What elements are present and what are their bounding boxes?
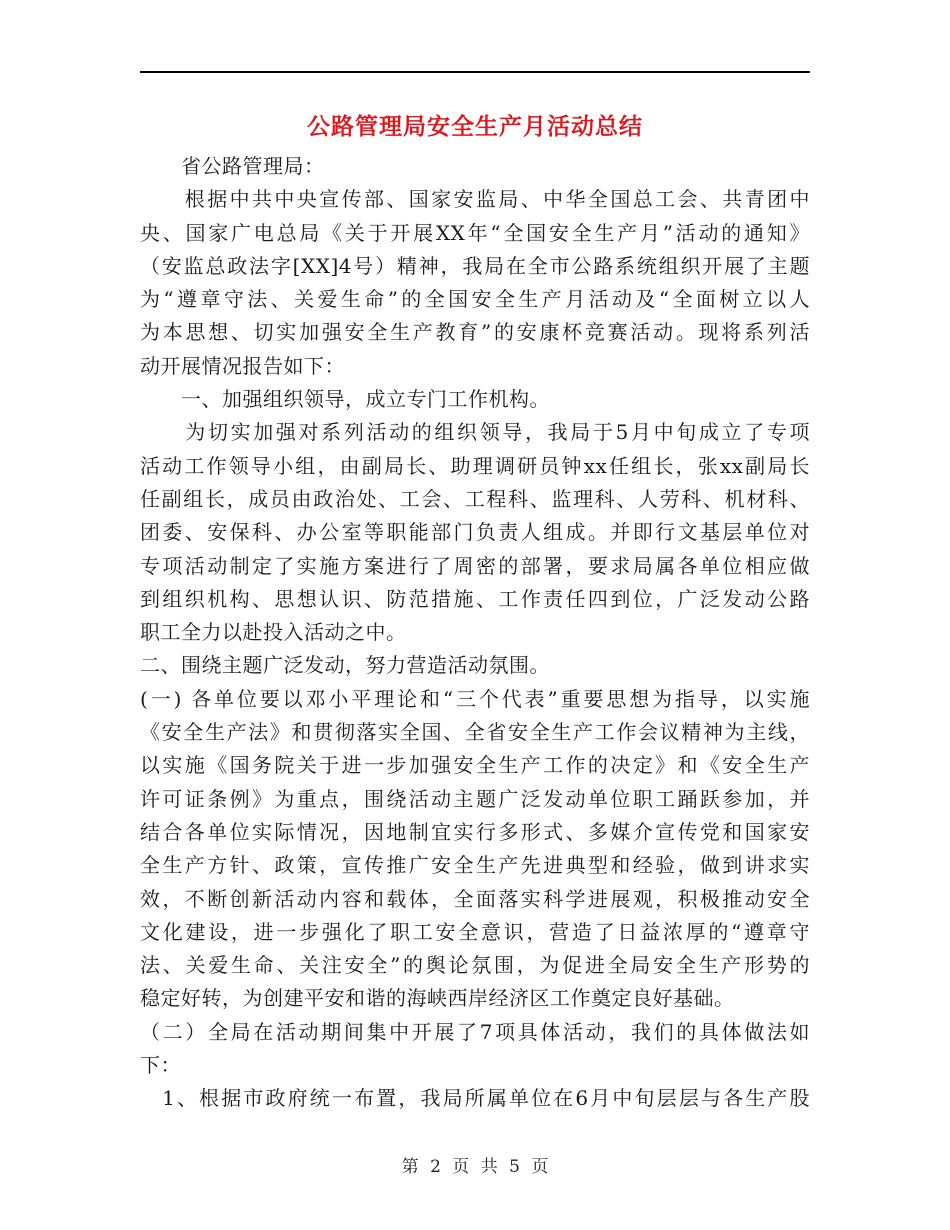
text-line: 稳定好转，为创建平安和谐的海峡西岸经济区工作奠定良好基础。 [140, 986, 735, 1011]
text-line: 许可证条例》为重点，围绕活动主题广泛发动单位职工踊跃参加，并 [140, 786, 810, 811]
text-line: 省公路管理局： [140, 154, 325, 178]
section-heading: 二、围绕主题广泛发动，努力营造活动氛围。 [140, 653, 550, 678]
text-line: 专项活动制定了实施方案进行了周密的部署，要求局属各单位相应做 [140, 553, 810, 578]
text-line: 效，不断创新活动内容和载体，全面落实科学进展观，积极推动安全 [140, 886, 810, 911]
text-line: 为本思想、切实加强安全生产教育”的安康杯竞赛活动。现将系列活 [140, 320, 810, 345]
header-rule [140, 71, 810, 73]
text-line: 下： [140, 1053, 181, 1078]
text-line: （二）全局在活动期间集中开展了7项具体活动，我们的具体做法如 [140, 1019, 810, 1044]
text-line: 以实施《国务院关于进一步加强安全生产工作的决定》和《安全生产 [140, 753, 810, 778]
text-line: 为“遵章守法、关爱生命”的全国安全生产月活动及“全面树立以人 [140, 287, 810, 312]
text-line: 全生产方针、政策，宣传推广安全生产先进典型和经验，做到讲求实 [140, 853, 810, 878]
text-line: （安监总政法字[XX]4号）精神，我局在全市公路系统组织开展了主题 [140, 253, 810, 278]
text-line: 到组织机构、思想认识、防范措施、工作责任四到位，广泛发动公路 [140, 586, 810, 611]
text-line: 法、关爱生命、关注安全”的舆论氛围，为促进全局安全生产形势的 [140, 953, 810, 978]
document-title: 公路管理局安全生产月活动总结 [307, 114, 643, 140]
text-line: 活动工作领导小组，由副局长、助理调研员钟xx任组长，张xx副局长 [140, 453, 810, 478]
text-line: 根据中共中央宣传部、国家安监局、中华全国总工会、共青团中 [140, 187, 810, 212]
page-number: 第 2 页 共 5 页 [401, 1157, 549, 1177]
text-line: 动开展情况报告如下： [140, 353, 345, 378]
document-body [140, 150, 810, 1116]
text-line: 为切实加强对系列活动的组织领导，我局于5月中旬成立了专项 [140, 420, 810, 445]
text-line: 团委、安保科、办公室等职能部门负责人组成。并即行文基层单位对 [140, 520, 810, 545]
text-line: 文化建设，进一步强化了职工安全意识，营造了日益浓厚的“遵章守 [140, 919, 810, 944]
text-line: 结合各单位实际情况，因地制宜实行多形式、多媒介宣传党和国家安 [140, 819, 810, 844]
text-line: 职工全力以赴投入活动之中。 [140, 620, 407, 645]
text-line: 《安全生产法》和贯彻落实全国、全省安全生产工作会议精神为主线， [140, 720, 810, 745]
text-line: 1、根据市政府统一布置，我局所属单位在6月中旬层层与各生产股 [140, 1086, 810, 1111]
text-line: 任副组长，成员由政治处、工会、工程科、监理科、人劳科、机材科、 [140, 486, 810, 511]
section-heading: 一、加强组织领导，成立专门工作机构。 [140, 387, 550, 412]
text-line: (一) 各单位要以邓小平理论和“三个代表”重要思想为指导，以实施 [140, 686, 810, 711]
text-line: 央、国家广电总局《关于开展XX年“全国安全生产月”活动的通知》 [140, 220, 810, 245]
